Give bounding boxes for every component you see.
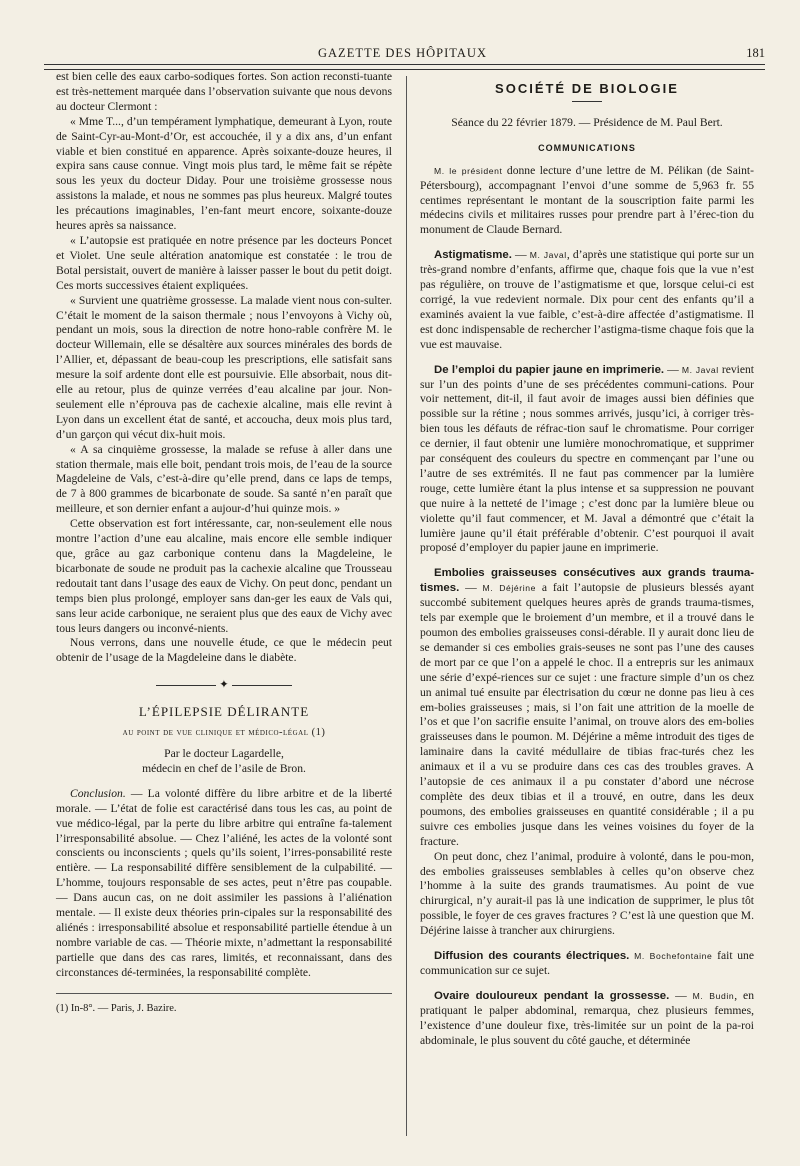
paragraph: « Mme T..., d’un tempérament lymphatique, demeurant à Lyon, route de Saint-Cyr-au-Mont-d’Or, est accouchée, il y a dix ans, d’un enfant viable et bien constitué en apparence. Après soixante-douze heures, il expira sans cause connue. Vingt mois plus tard, le même fait se répète sous les yeux du docteur Diday. Pour une troisième grossesse nous assistons la malade, et nous ne sommes pas plus heureux. Malgré toutes les précautions imaginables, l’en-fant meurt encore, soixante-douze heures après sa naissance.: [56, 114, 392, 233]
ornament-separator: ✦: [56, 678, 392, 693]
left-column: [56, 70, 392, 1016]
footnote: (1) In-8°. — Paris, J. Bazire.: [56, 1002, 177, 1014]
right-column: [420, 70, 754, 1048]
diffusion-paragraph: Diffusion des courants électriques. M. Bochefontaine fait une communication sur ce sujet.: [420, 949, 754, 977]
paragraph: « L’autopsie est pratiquée en notre présence par les docteurs Poncet et Violet. Une seule altération anatomique est constatée : le trou de Botal persistait, ouvert de manière à laisser passer le bout du petit doigt. Ces morts successives étaient expliquées.: [56, 233, 392, 292]
running-title: GAZETTE DES HÔPITAUX: [318, 46, 487, 60]
paragraph: On peut donc, chez l’animal, produire à volonté, dans le pou-mon, des embolies graisseuses semblables à celles qu’on observe chez l’homme à la suite des grands traumatismes. Au point de vue chirurgical, n’y aurait-il pas là une indication de supprimer, le plus tôt possible, le foyer de ces graves fractures ? C’est là une question que M. Déjérine laisse à trancher aux chirurgiens.: [420, 849, 754, 938]
paragraph: Nous verrons, dans une nouvelle étude, ce que le médecin peut obtenir de l’usage de la Magdeleine dans le diabète.: [56, 636, 392, 665]
paragraph: « Survient une quatrième grossesse. La malade vient nous con-sulter. C’était le moment de la saison thermale ; nous l’envoyons à Vichy où, pendant un mois, sous la direction de notre hono-rable confrère M. le docteur Willemain, elle se désaltère aux sources minérales des bords de l’Allier, et, dépassant de beau-coup les prescriptions, elle satisfait sans mesure la soif ardente dont elle est poursuivie. Elle absorbait, nous dit-elle au retour, plus de quinze verrées d’eau alcaline par jour. Non-seulement elle n’éprouva pas de cachexie alcaline, mais elle revint à Lyon dans un excellent état de santé, et accoucha, deux mois plus tard, d’un garçon qui vécut dix-huit mois.: [56, 293, 392, 441]
ovaire-heading: Ovaire douloureux pendant la grossesse.: [434, 989, 670, 1002]
paragraph: « A sa cinquième grossesse, la malade se refuse à aller dans une station thermale, mais elle boit, pendant trois mois, de l’eau de la source Magdeleine de Vals, c’est-à-dire qu’elle prend, dans ce laps de temps, de 7 à 800 grammes de bicarbonate de soude. Sa santé n’en paraît que meilleure, et son dernier enfant a aujour-d’hui quinze mois. »: [56, 442, 392, 516]
society-title: SOCIÉTÉ DE BIOLOGIE: [495, 81, 679, 96]
page-number: 181: [746, 46, 765, 60]
article-title: L’ÉPILEPSIE DÉLIRANTE: [138, 704, 310, 720]
conclusion-label: Conclusion.: [70, 786, 126, 800]
article-affiliation: médecin en chef de l’asile de Bron.: [142, 761, 306, 775]
column-divider: [406, 76, 407, 1136]
header-rule: [44, 64, 765, 65]
article-byline: Par le docteur Lagardelle,: [164, 746, 284, 760]
communications-heading: COMMUNICATIONS: [538, 142, 636, 153]
papier-jaune-heading: De l’emploi du papier jaune en imprimerie.: [434, 363, 665, 376]
session-line: Séance du 22 février 1879. — Présidence de M. Paul Bert.: [451, 115, 723, 129]
embolies-paragraph: Embolies graisseuses consécutives aux grands trauma-tismes. — M. Déjérine a fait l’autopsie de plusieurs blessés ayant succombé subitement quelques heures après de grands trauma-tismes, tels par exemple que le broiement d’un membre, et il a trouvé dans le poumon des embolies graisseuses consi-dérable. Il y aurait donc lieu de se demander si ces embolies grais-seuses ne sont pas l’une des causes de mort par ce que l’on a appelé le choc. Il a entrepris sur les animaux une série d’expé-riences sur ce sujet : une fracture simple d’un os chez un animal tué ensuite par électrisation du cœur ne donne pas lieu à ces em-bolies graisseuses ; mais, si l’on fait une attrition de la moelle de l’os et que l’on sacrifie ensuite l’animal, on trouve alors des em-bolies graisseuses dans le poumon. M. Déjérine a même introduit des tiges de laminaire dans la cavité médullaire de tibias frac-turés chez les animaux et il a vu se produire dans ces cas des troubles graves. A l’autopsie de ces animaux il a pu constater d’abord une nécrose complète des deux tibias et il a trouvé, en outre, dans les deux poumons, des embolies graisseuses en quantité considérable ; il a pu suivre ces embolies jusque dans les veines voisines du foyer de la fracture.: [420, 567, 754, 848]
astigmatisme-heading: Astigmatisme.: [434, 249, 512, 262]
president-label: M. le président: [434, 165, 503, 176]
paragraph: est bien celle des eaux carbo-sodiques fortes. Son action reconsti-tuante est très-nettement marquée dans l’observation suivante que nous devons au docteur Clermont :: [56, 70, 392, 113]
short-rule: [572, 101, 602, 102]
president-paragraph: M. le président donne lecture d’une lettre de M. Pélikan (de Saint-Pétersbourg), accompagnant l’envoi d’une somme de 5,963 fr. 55 centimes représentant le montant de la souscription faite parmi les médecins civils et militaires russes pour prendre part à l’érec-tion du monument de Claude Bernard.: [420, 163, 754, 237]
ovaire-paragraph: Ovaire douloureux pendant la grossesse. — M. Budin, en pratiquant le palper abdominal, remarqua, chez plusieurs femmes, l’existence d’une douleur fixe, très-limitée sur un point de la pa-roi abdominale, le plus souvent du côté gauche, et déterminée: [420, 988, 754, 1047]
footnote-rule: [56, 993, 392, 994]
conclusion-text: — La volonté diffère du libre arbitre et de la liberté morale. — L’état de folie est caractérisé dans tous les cas, au point de vue médico-légal, par la perte du libre arbitre qui entraîne fa-talement l’irresponsabilité absolue. — Chez l’aliéné, les actes de la volonté sont conscients ou inconscients ; quels qu’ils soient, l’irres-ponsabilité reste entière. — La responsabilité diffère sensiblement de la culpabilité. — L’homme, toujours responsable de ses actes, peut n’être pas coupable. — Dans aucun cas, on ne doit assimiler les passions à l’aliénation mentale. — Il existe deux théories prin-cipales sur la responsabilité des aliénés : irresponsabilité absolue et responsabilité partielle étendue à un nombre variable de cas. — Théorie mixte, n’admettant la responsabilité partielle que dans des cas rares, limités, et reconnaissant, dans des circonstances dé-terminées, la responsabilité complète.: [56, 786, 392, 979]
diffusion-heading: Diffusion des courants électriques.: [434, 950, 630, 963]
paragraph: Cette observation est fort intéressante, car, non-seulement elle nous montre l’action d’une eau alcaline, mais encore elle semble indiquer que, grâce au gaz carbonique contenu dans la Magdeleine, le bicarbonate de soude ne produit pas la cachexie alcaline que Trousseau redoutait tant dans l’usage des eaux de Vichy. On peut donc, pendant un temps bien plus prolongé, employer sans dan-ger les eaux de Vals qui, sans leur acide carbonique, ne seraient plus que des eaux de Vichy avec tous leurs dangers ou inconvé-nients.: [56, 517, 392, 635]
astigmatisme-paragraph: Astigmatisme. — M. Javal, d’après une statistique qui porte sur un très-grand nombre d’enfants, affirme que, chaque fois que la vue n’est pas régulière, on trouve de l’astigmatisme et que, lorsque celui-ci est corrigé, la vue redevient normale. Dix pour cent des enfants qu’il a examinés avaient la vue faible, c’est-à-dire affectée d’astigmatisme. Il est donc indispensable de rechercher l’astigma-tisme chaque fois que la vue est mauvaise.: [420, 248, 755, 351]
embolies-heading: Embolies graisseuses consécutives aux grands trauma-tismes.: [420, 567, 754, 595]
papier-jaune-paragraph: De l’emploi du papier jaune en imprimerie. — M. Javal revient sur l’un des points d’une de ses précédentes communi-cations. Pour voir nettement, dit-il, il faut avoir de images aussi bien définies que possible sur la rétine ; nous sommes arrivés, jusqu’ici, à corriger très-bien tous les défauts de réfrac-tion sauf le chromatisme. Pour corriger ce dernier, il faut obtenir une lumière monochromatique, et supprimer par conséquent des couleurs du spectre en commençant par l’une ou l’autre de ses extrémités. Il ne faut pas commencer par la lumière rouge, cette lumière étant la plus intense et sa suppression ne pouvant que nuire à la netteté de l’image ; c’est donc par la lumière bleue ou violette qu’il faut commencer, et M. Javal a démontré que c’était la lumière jaune qu’il était préférable d’obtenir. C’est pourquoi il avait proposé d’employer du papier jaune en imprimerie.: [420, 362, 755, 555]
conclusion-paragraph: [56, 787, 392, 981]
article-subtitle: au point de vue clinique et médico-légal (1): [122, 727, 326, 739]
